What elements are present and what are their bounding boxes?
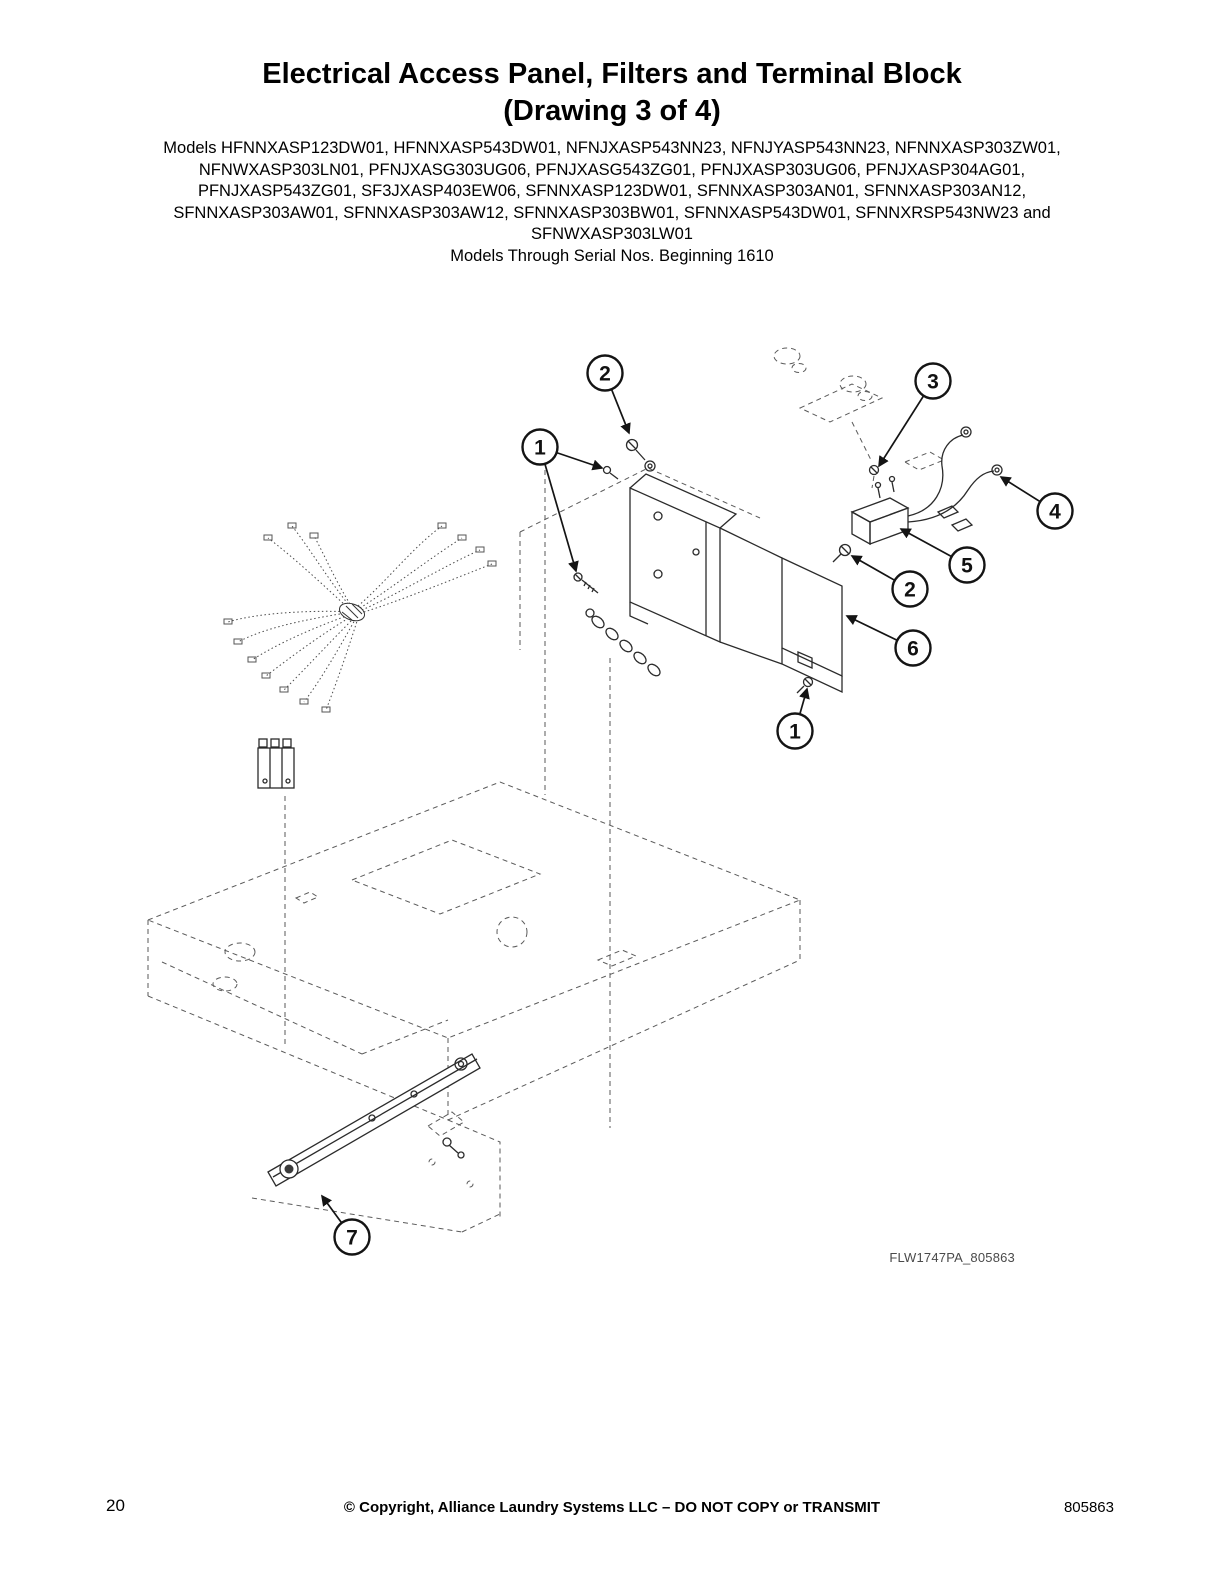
emi-filter xyxy=(852,466,908,545)
callout-label: 5 xyxy=(961,554,973,578)
page-subtitle: (Drawing 3 of 4) xyxy=(503,95,721,127)
model-list-line: PFNJXASP543ZG01, SF3JXASP403EW06, SFNNXASP123DW01, SFNNXASP303AN01, SFNNXASP303AN12, xyxy=(197,182,1027,200)
chassis-base-outline xyxy=(148,782,800,1232)
exploded-view-drawing xyxy=(0,320,1224,1280)
document-number: 805863 xyxy=(1063,1499,1114,1516)
projection-lines xyxy=(285,422,872,1128)
callout-balloon-3 xyxy=(916,364,951,399)
callout-label: 3 xyxy=(927,370,939,394)
page-header xyxy=(0,56,1224,130)
callout-balloon-2-top xyxy=(588,356,623,391)
mounting-screws xyxy=(574,440,851,694)
model-list-line: SFNWXASP303LW01 xyxy=(530,225,693,243)
ghost-parts xyxy=(774,348,944,470)
ground-strap xyxy=(586,609,662,678)
model-list-line: NFNWXASP303LN01, PFNJXASG303UG06, PFNJXASG543ZG01, PFNJXASP303UG06, PFNJXASP304AG01, xyxy=(198,160,1026,179)
callout-balloon-6 xyxy=(896,631,931,666)
page-title: Electrical Access Panel, Filters and Terminal Block xyxy=(262,58,962,90)
copyright-notice: © Copyright, Alliance Laundry Systems LLC – DO NOT COPY or TRANSMIT xyxy=(343,1499,881,1516)
callout-balloon-5 xyxy=(950,548,985,583)
callout-leaders xyxy=(322,370,1055,1237)
callout-balloon-1-top xyxy=(523,430,558,465)
figure-code: FLW1747PA_805863 xyxy=(889,1250,1015,1265)
callout-balloon-2-mid xyxy=(893,572,928,607)
wire-harness-connectors xyxy=(224,523,496,712)
callout-label: 1 xyxy=(789,720,801,744)
callout-label: 2 xyxy=(599,362,611,386)
model-list xyxy=(62,138,1162,267)
callout-label: 2 xyxy=(904,578,916,602)
callout-label: 7 xyxy=(346,1226,358,1250)
serial-note: Models Through Serial Nos. Beginning 1610 xyxy=(450,246,774,265)
callout-label: 6 xyxy=(907,637,919,661)
model-list-line: SFNNXASP303AW01, SFNNXASP303AW12, SFNNXASP303BW01, SFNNXASP543DW01, SFNNXRSP543NW23 and xyxy=(173,203,1051,222)
filter-wires xyxy=(908,427,1002,531)
model-list-line: Models HFNNXASP123DW01, HFNNXASP543DW01, NFNJXASP543NN23, NFNJYASP543NN23, NFNNXASP303ZW01, xyxy=(163,139,1061,157)
callout-balloon-1-bottom xyxy=(778,714,813,749)
callout-label: 1 xyxy=(534,436,546,460)
callout-balloon-4 xyxy=(1038,494,1073,529)
electrical-access-panel xyxy=(630,474,842,692)
callout-balloon-7 xyxy=(335,1220,370,1255)
page-number: 20 xyxy=(106,1496,125,1515)
contactor xyxy=(258,739,294,788)
callout-label: 4 xyxy=(1049,500,1061,524)
